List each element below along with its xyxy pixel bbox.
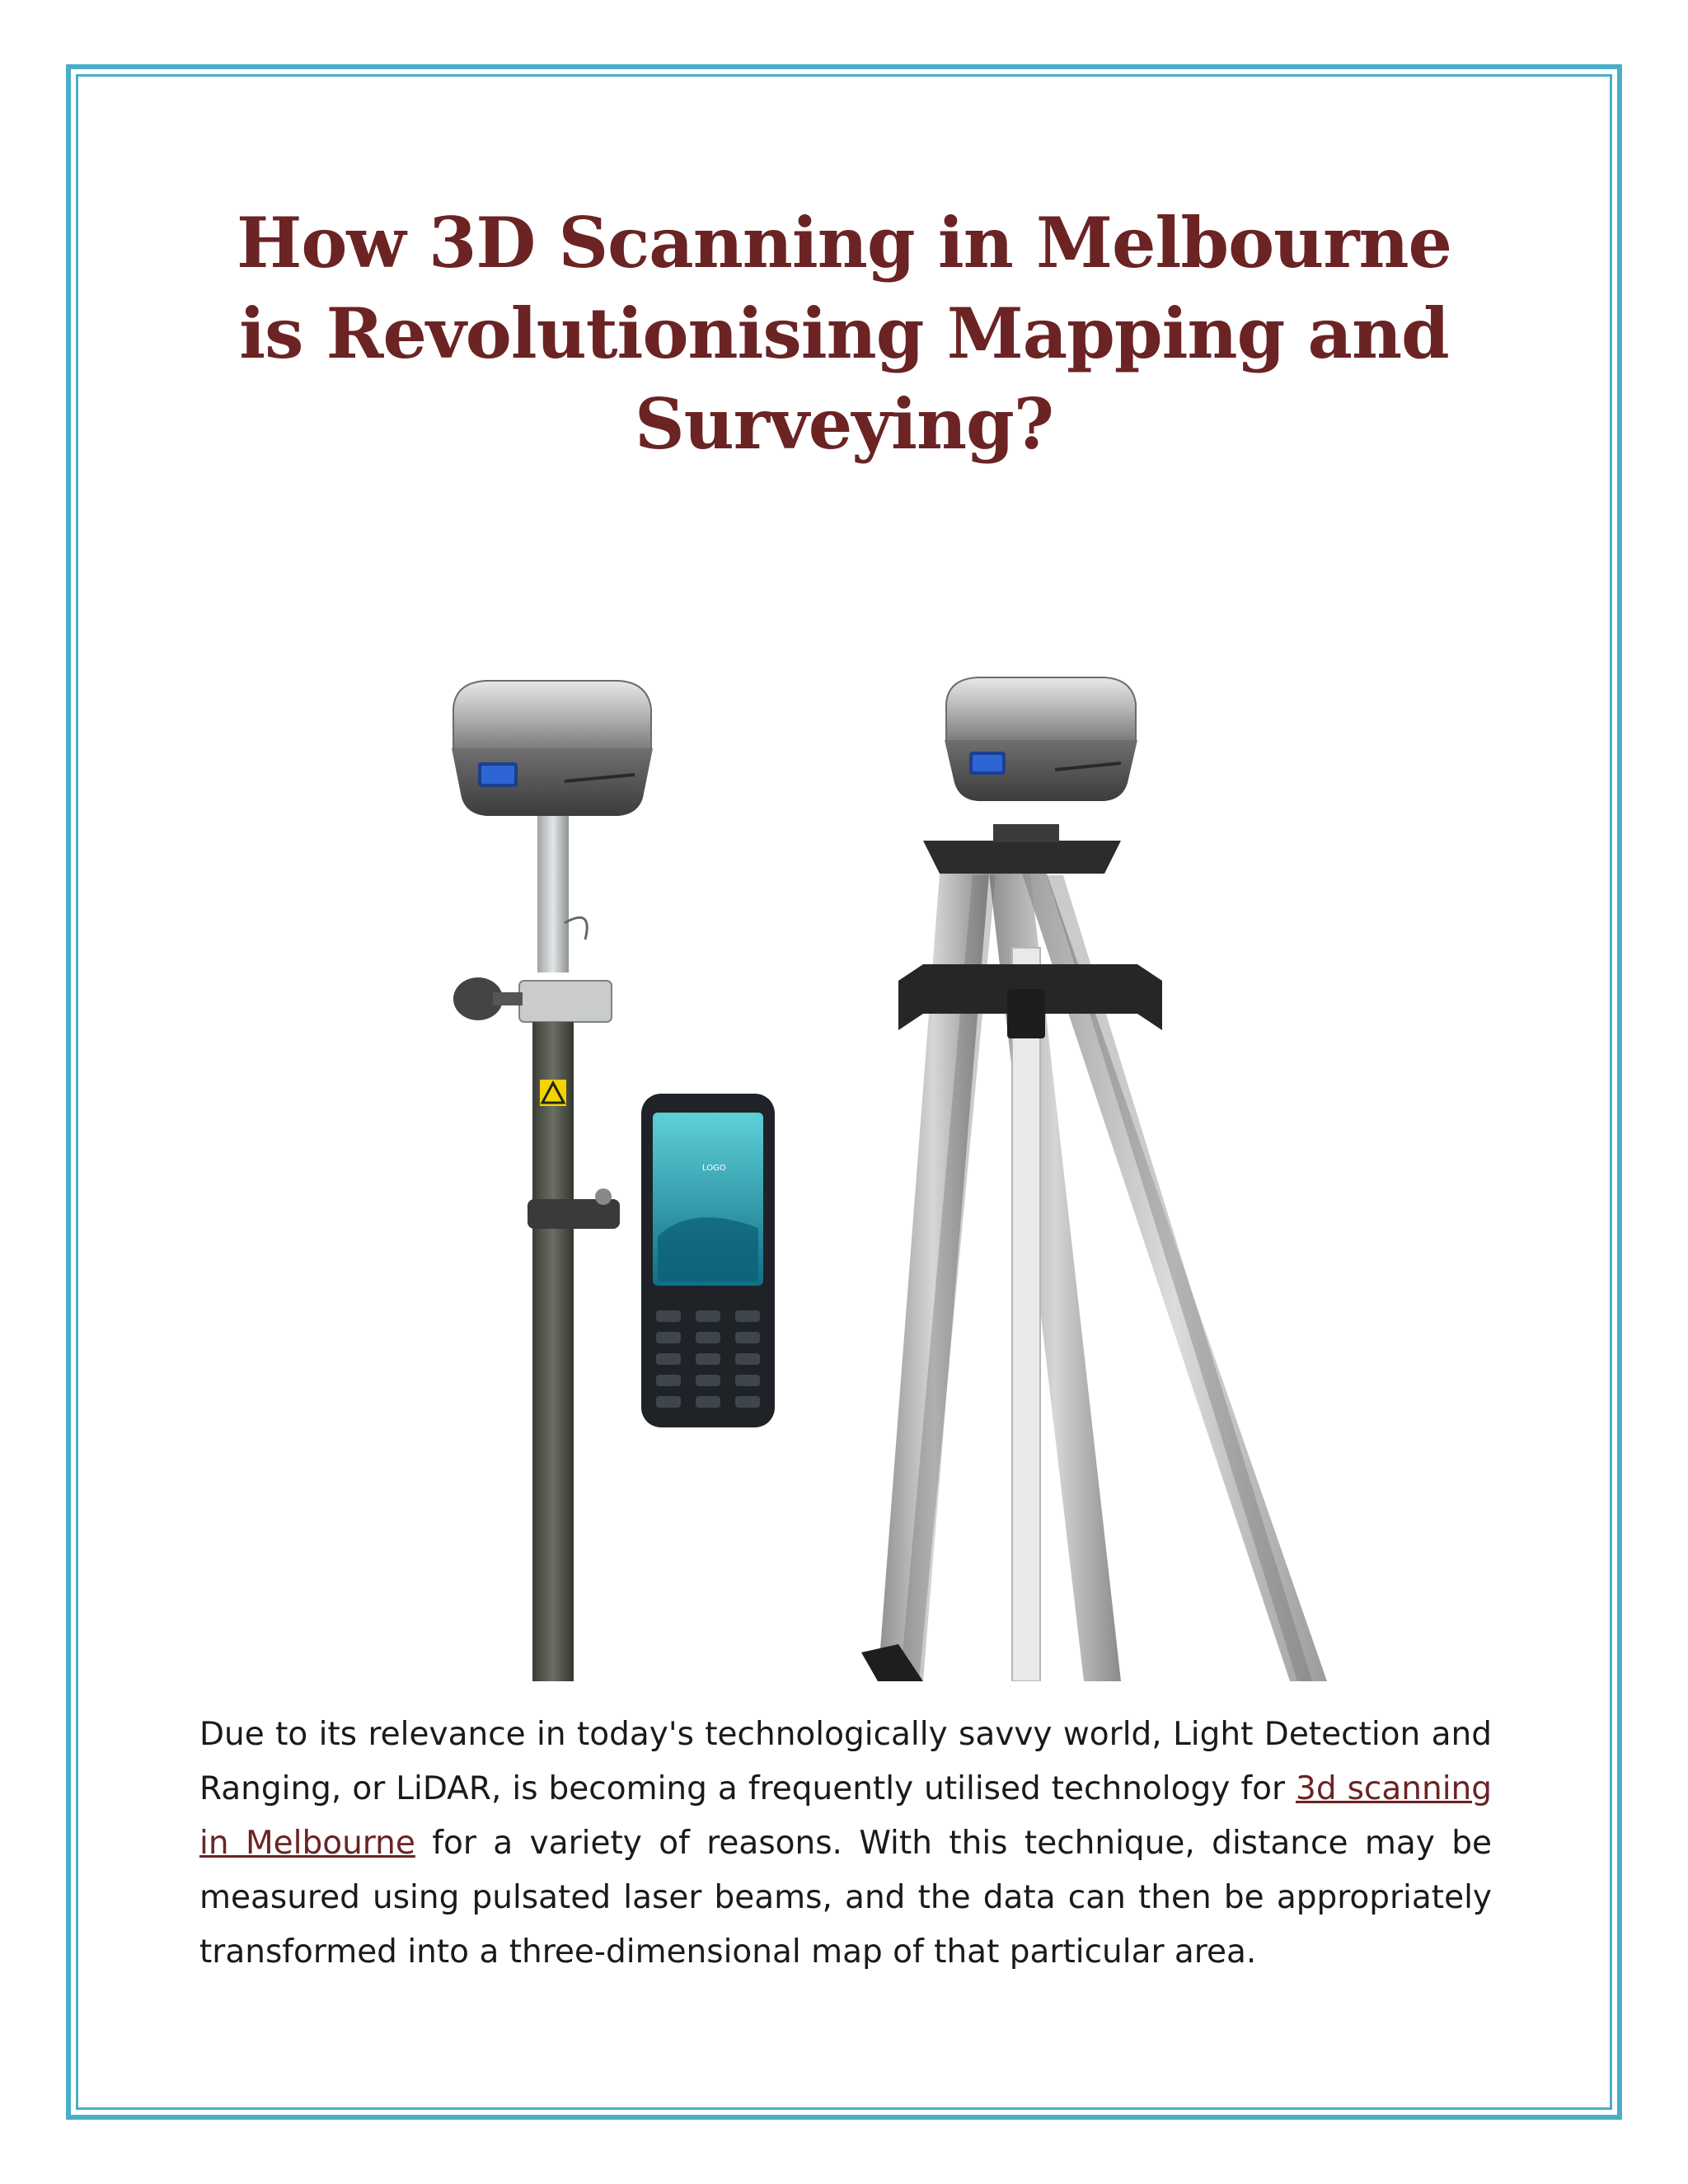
- svg-text:LOGO: LOGO: [702, 1164, 726, 1173]
- gnss-survey-equipment-icon: [396, 659, 1368, 1681]
- paragraph-text-before-link: Due to its relevance in today's technologically savvy world, Light Detection and Ranging, or LiDAR, is becoming a frequently utilised technology for: [199, 1716, 1492, 1807]
- melbourne-3d-scanning-link[interactable]: 3d scanning in Melbourne: [199, 1770, 1492, 1862]
- pole-receiver: [452, 681, 653, 1681]
- paragraph-text-after-link: for a variety of reasons. With this technique, distance may be measured using pulsated laser beams, and the data can then be appropriately transformed into a three-dimensional map of that particular area.: [199, 1825, 1492, 1971]
- handheld-controller: [641, 1094, 775, 1427]
- tripod-receiver: [861, 677, 1327, 1681]
- intro-paragraph: [199, 1708, 1492, 1980]
- page-title: How 3D Scanning in Melbourne is Revolutionising Mapping and Surveying?: [237, 202, 1451, 465]
